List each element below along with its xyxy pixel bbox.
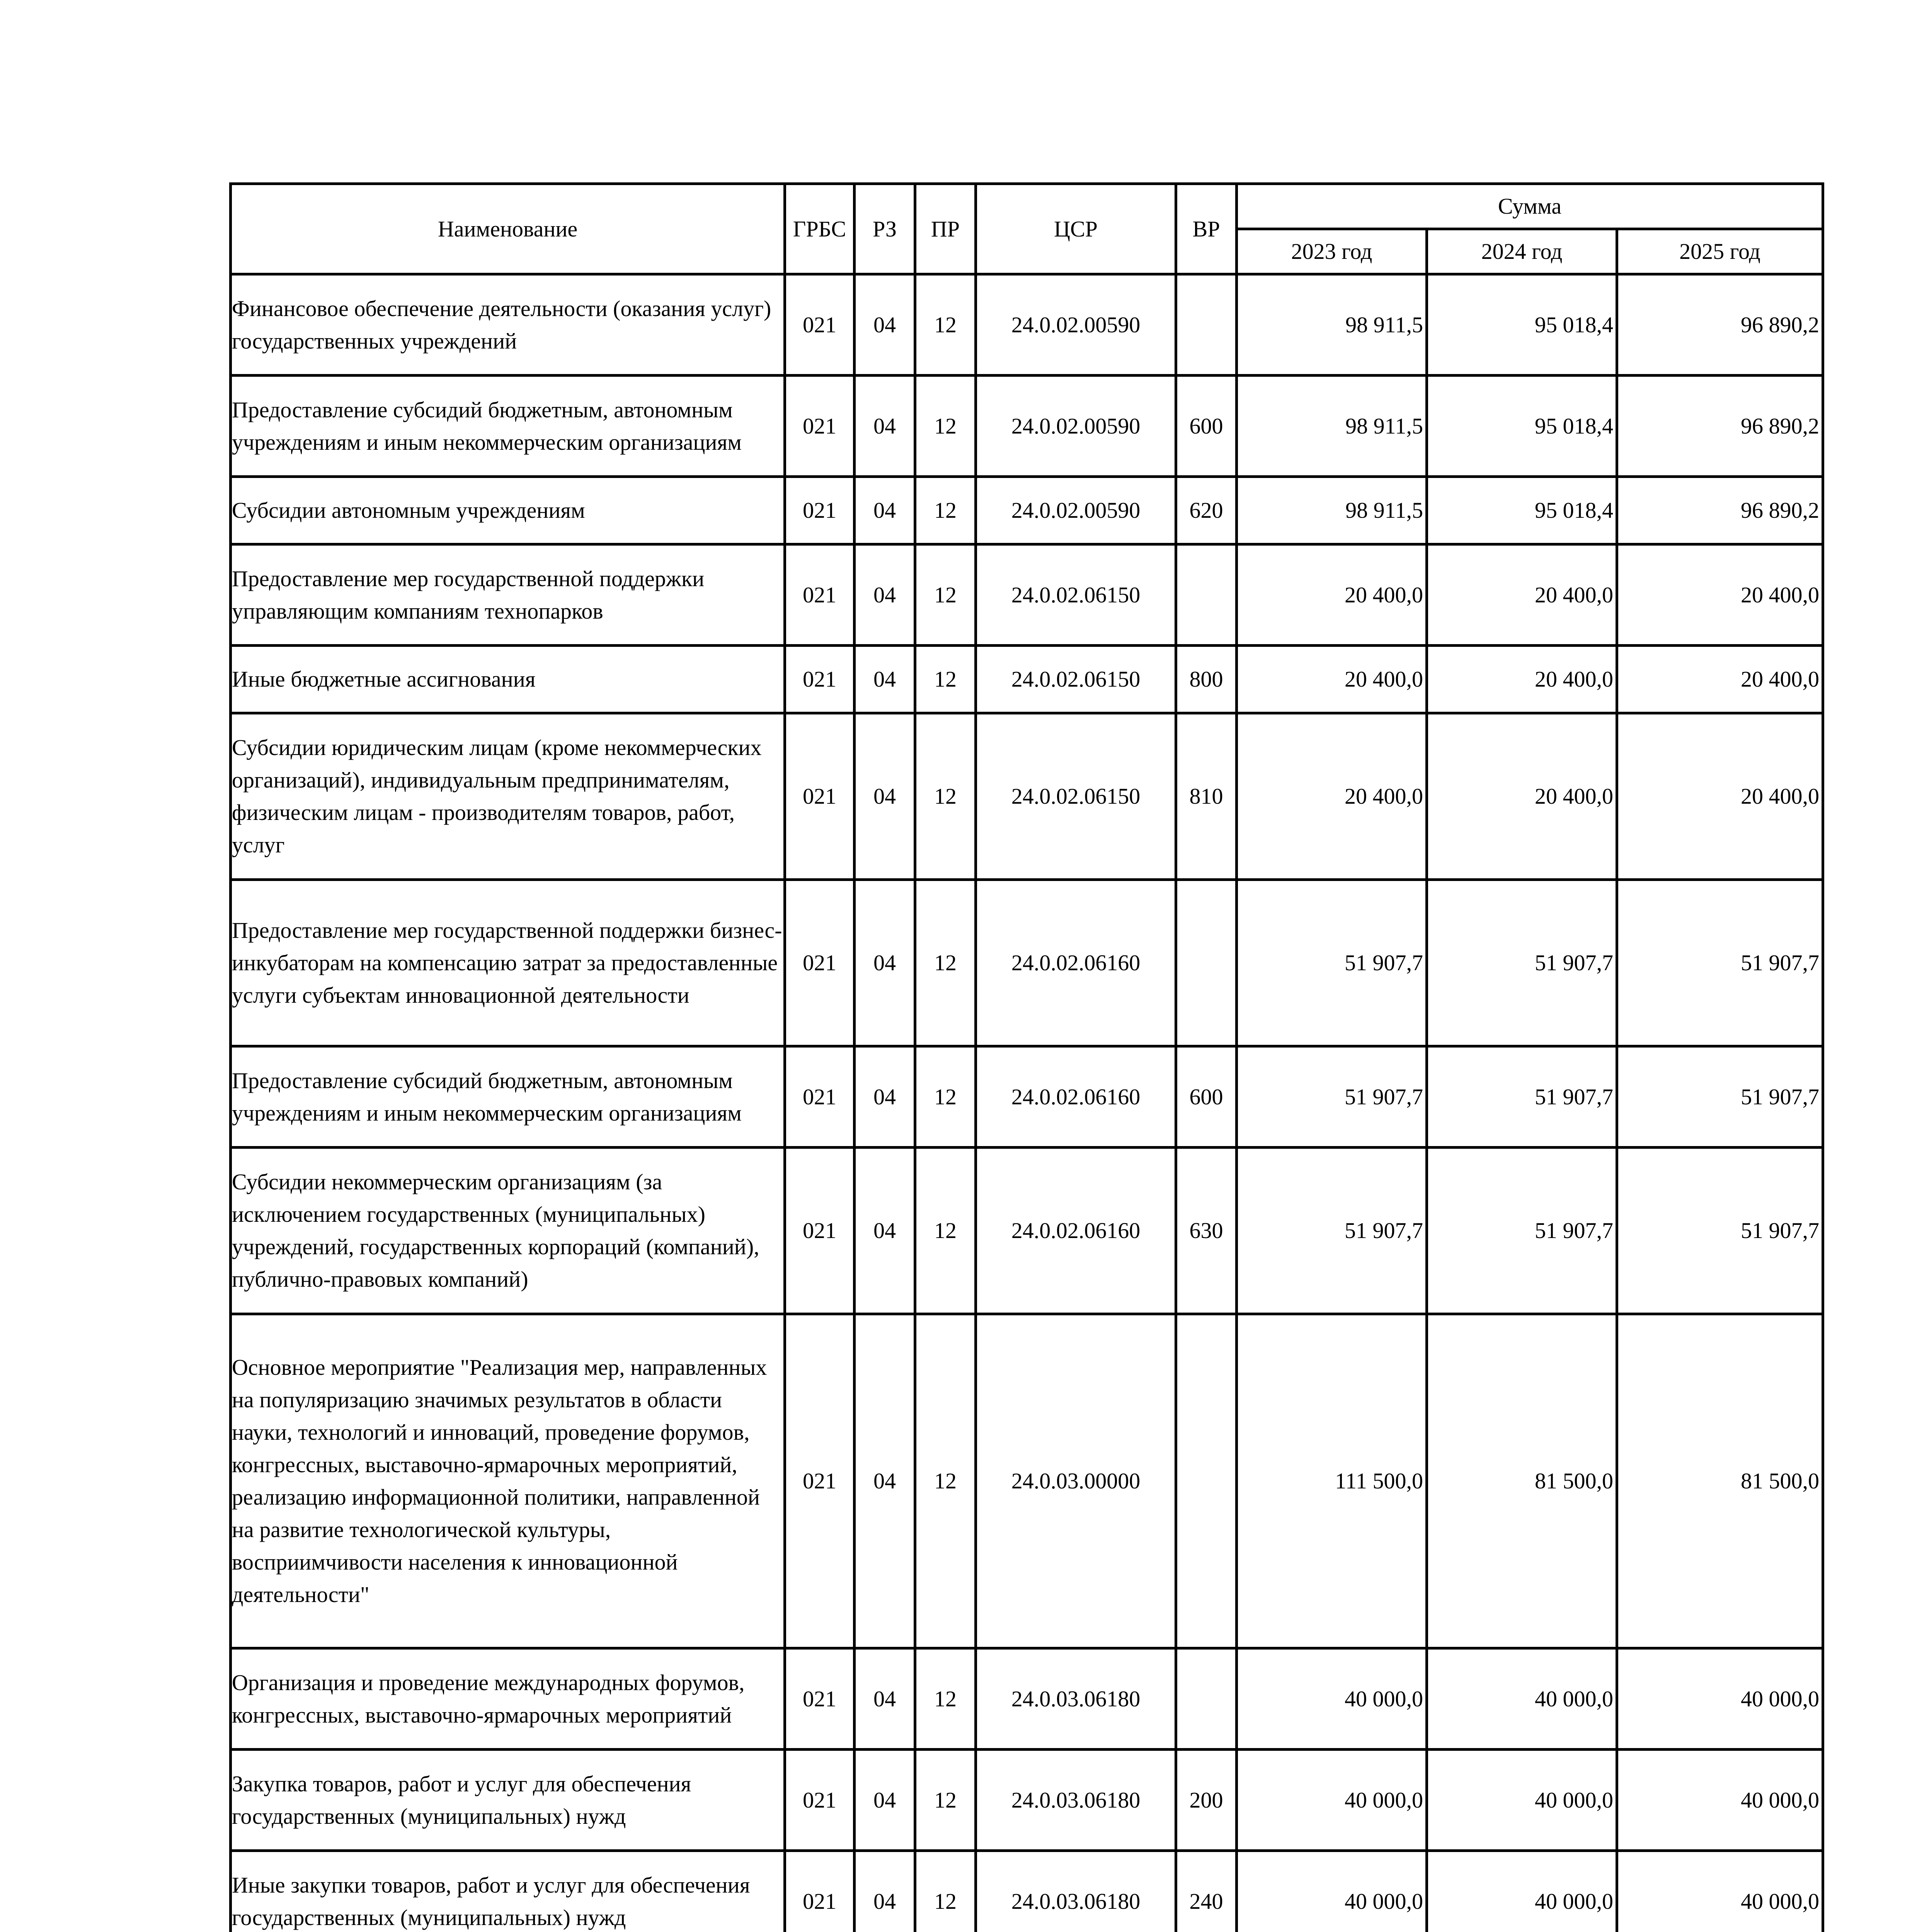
row-pr: 12 [915, 544, 976, 646]
row-sum-2023: 51 907,7 [1237, 1148, 1427, 1314]
row-sum-2025: 40 000,0 [1617, 1750, 1823, 1851]
row-sum-2025: 20 400,0 [1617, 713, 1823, 880]
header-row-top [231, 184, 1823, 229]
row-rz: 04 [855, 1314, 915, 1648]
table-row [231, 1046, 1823, 1148]
row-sum-2024: 51 907,7 [1427, 1148, 1617, 1314]
row-sum-2023: 40 000,0 [1237, 1648, 1427, 1750]
header-name: Наименование [231, 184, 785, 274]
row-sum-2024: 95 018,4 [1427, 274, 1617, 376]
header-grbs: ГРБС [785, 184, 855, 274]
row-grbs: 021 [785, 1648, 855, 1750]
row-grbs: 021 [785, 713, 855, 880]
row-rz: 04 [855, 376, 915, 477]
row-sum-2025: 51 907,7 [1617, 880, 1823, 1046]
row-vr: 800 [1176, 646, 1237, 713]
row-rz: 04 [855, 544, 915, 646]
row-csr: 24.0.02.00590 [976, 376, 1176, 477]
row-vr [1176, 880, 1237, 1046]
row-pr: 12 [915, 376, 976, 477]
table-row [231, 1851, 1823, 1932]
row-sum-2025: 20 400,0 [1617, 646, 1823, 713]
row-name: Предоставление мер государственной поддержки бизнес-инкубаторам на компенсацию затрат за предоставленные услуги субъектам инновационной деятельности [231, 880, 785, 1046]
row-pr: 12 [915, 646, 976, 713]
row-sum-2025: 51 907,7 [1617, 1148, 1823, 1314]
row-name: Иные закупки товаров, работ и услуг для обеспечения государственных (муниципальных) нужд [231, 1851, 785, 1932]
row-sum-2023: 98 911,5 [1237, 376, 1427, 477]
table-row [231, 713, 1823, 880]
row-grbs: 021 [785, 544, 855, 646]
row-grbs: 021 [785, 1750, 855, 1851]
row-name: Предоставление мер государственной поддержки управляющим компаниям технопарков [231, 544, 785, 646]
row-sum-2024: 95 018,4 [1427, 477, 1617, 544]
budget-table [229, 182, 1824, 1932]
header-rz: РЗ [855, 184, 915, 274]
row-sum-2025: 96 890,2 [1617, 274, 1823, 376]
row-csr: 24.0.03.06180 [976, 1750, 1176, 1851]
row-sum-2023: 20 400,0 [1237, 544, 1427, 646]
table-row [231, 646, 1823, 713]
row-csr: 24.0.02.00590 [976, 274, 1176, 376]
row-vr: 600 [1176, 376, 1237, 477]
row-sum-2024: 20 400,0 [1427, 544, 1617, 646]
row-pr: 12 [915, 1148, 976, 1314]
row-sum-2024: 40 000,0 [1427, 1851, 1617, 1932]
row-name: Иные бюджетные ассигнования [231, 646, 785, 713]
row-grbs: 021 [785, 1148, 855, 1314]
row-csr: 24.0.03.00000 [976, 1314, 1176, 1648]
row-grbs: 021 [785, 376, 855, 477]
row-vr: 200 [1176, 1750, 1237, 1851]
row-pr: 12 [915, 274, 976, 376]
row-pr: 12 [915, 1648, 976, 1750]
row-rz: 04 [855, 1648, 915, 1750]
row-vr: 620 [1176, 477, 1237, 544]
row-sum-2024: 81 500,0 [1427, 1314, 1617, 1648]
header-year-2025: 2025 год [1617, 229, 1823, 274]
row-rz: 04 [855, 1148, 915, 1314]
row-sum-2023: 20 400,0 [1237, 646, 1427, 713]
row-grbs: 021 [785, 1046, 855, 1148]
header-pr: ПР [915, 184, 976, 274]
table-row [231, 477, 1823, 544]
row-vr: 630 [1176, 1148, 1237, 1314]
row-sum-2025: 40 000,0 [1617, 1648, 1823, 1750]
row-rz: 04 [855, 477, 915, 544]
row-rz: 04 [855, 713, 915, 880]
row-sum-2023: 40 000,0 [1237, 1750, 1427, 1851]
row-name: Субсидии юридическим лицам (кроме некоммерческих организаций), индивидуальным предпринимателям, физическим лицам - производителям товаров, работ, услуг [231, 713, 785, 880]
row-rz: 04 [855, 1046, 915, 1148]
row-rz: 04 [855, 1750, 915, 1851]
row-name: Организация и проведение международных форумов, конгрессных, выставочно-ярмарочных мероприятий [231, 1648, 785, 1750]
row-grbs: 021 [785, 646, 855, 713]
row-pr: 12 [915, 1851, 976, 1932]
row-sum-2023: 98 911,5 [1237, 274, 1427, 376]
row-pr: 12 [915, 1750, 976, 1851]
row-csr: 24.0.03.06180 [976, 1648, 1176, 1750]
row-rz: 04 [855, 646, 915, 713]
row-csr: 24.0.02.06160 [976, 1148, 1176, 1314]
row-rz: 04 [855, 880, 915, 1046]
table-row [231, 1314, 1823, 1648]
row-pr: 12 [915, 477, 976, 544]
row-vr: 240 [1176, 1851, 1237, 1932]
row-sum-2023: 111 500,0 [1237, 1314, 1427, 1648]
row-grbs: 021 [785, 1851, 855, 1932]
header-year-2023: 2023 год [1237, 229, 1427, 274]
header-sum: Сумма [1237, 184, 1823, 229]
row-vr [1176, 274, 1237, 376]
row-rz: 04 [855, 1851, 915, 1932]
table-row [231, 880, 1823, 1046]
row-sum-2023: 51 907,7 [1237, 1046, 1427, 1148]
row-name: Субсидии автономным учреждениям [231, 477, 785, 544]
row-csr: 24.0.03.06180 [976, 1851, 1176, 1932]
row-vr: 600 [1176, 1046, 1237, 1148]
row-vr: 810 [1176, 713, 1237, 880]
row-pr: 12 [915, 713, 976, 880]
row-sum-2024: 20 400,0 [1427, 646, 1617, 713]
row-csr: 24.0.02.00590 [976, 477, 1176, 544]
row-grbs: 021 [785, 1314, 855, 1648]
row-sum-2023: 98 911,5 [1237, 477, 1427, 544]
row-sum-2023: 40 000,0 [1237, 1851, 1427, 1932]
table-row [231, 1148, 1823, 1314]
row-vr [1176, 1314, 1237, 1648]
row-name: Предоставление субсидий бюджетным, автономным учреждениям и иным некоммерческим организациям [231, 376, 785, 477]
row-grbs: 021 [785, 274, 855, 376]
row-vr [1176, 544, 1237, 646]
row-sum-2024: 40 000,0 [1427, 1750, 1617, 1851]
table-body [231, 274, 1823, 1932]
row-sum-2023: 51 907,7 [1237, 880, 1427, 1046]
table-row [231, 274, 1823, 376]
row-sum-2024: 95 018,4 [1427, 376, 1617, 477]
row-pr: 12 [915, 1314, 976, 1648]
row-name: Основное мероприятие "Реализация мер, направленных на популяризацию значимых результатов в области науки, технологий и инноваций, проведение форумов, конгрессных, выставочно-ярмарочных мероприятий, реализацию информационной политики, направленной на развитие технологической культуры, восприимчивости населения к инновационной деятельности" [231, 1314, 785, 1648]
row-grbs: 021 [785, 477, 855, 544]
header-csr: ЦСР [976, 184, 1176, 274]
row-csr: 24.0.02.06160 [976, 1046, 1176, 1148]
row-name: Финансовое обеспечение деятельности (оказания услуг) государственных учреждений [231, 274, 785, 376]
table-row [231, 376, 1823, 477]
header-vr: ВР [1176, 184, 1237, 274]
row-name: Субсидии некоммерческим организациям (за исключением государственных (муниципальных) учреждений, государственных корпораций (компаний), публично-правовых компаний) [231, 1148, 785, 1314]
row-sum-2025: 96 890,2 [1617, 376, 1823, 477]
row-sum-2024: 51 907,7 [1427, 1046, 1617, 1148]
row-csr: 24.0.02.06160 [976, 880, 1176, 1046]
row-grbs: 021 [785, 880, 855, 1046]
row-sum-2024: 51 907,7 [1427, 880, 1617, 1046]
table-row [231, 1648, 1823, 1750]
row-sum-2023: 20 400,0 [1237, 713, 1427, 880]
row-name: Закупка товаров, работ и услуг для обеспечения государственных (муниципальных) нужд [231, 1750, 785, 1851]
row-pr: 12 [915, 1046, 976, 1148]
row-rz: 04 [855, 274, 915, 376]
table-row [231, 544, 1823, 646]
row-sum-2025: 51 907,7 [1617, 1046, 1823, 1148]
row-csr: 24.0.02.06150 [976, 713, 1176, 880]
row-name: Предоставление субсидий бюджетным, автономным учреждениям и иным некоммерческим организациям [231, 1046, 785, 1148]
row-sum-2025: 40 000,0 [1617, 1851, 1823, 1932]
header-year-2024: 2024 год [1427, 229, 1617, 274]
row-csr: 24.0.02.06150 [976, 646, 1176, 713]
row-csr: 24.0.02.06150 [976, 544, 1176, 646]
row-sum-2025: 81 500,0 [1617, 1314, 1823, 1648]
row-sum-2024: 20 400,0 [1427, 713, 1617, 880]
row-sum-2025: 20 400,0 [1617, 544, 1823, 646]
table-row [231, 1750, 1823, 1851]
row-pr: 12 [915, 880, 976, 1046]
row-vr [1176, 1648, 1237, 1750]
row-sum-2024: 40 000,0 [1427, 1648, 1617, 1750]
row-sum-2025: 96 890,2 [1617, 477, 1823, 544]
